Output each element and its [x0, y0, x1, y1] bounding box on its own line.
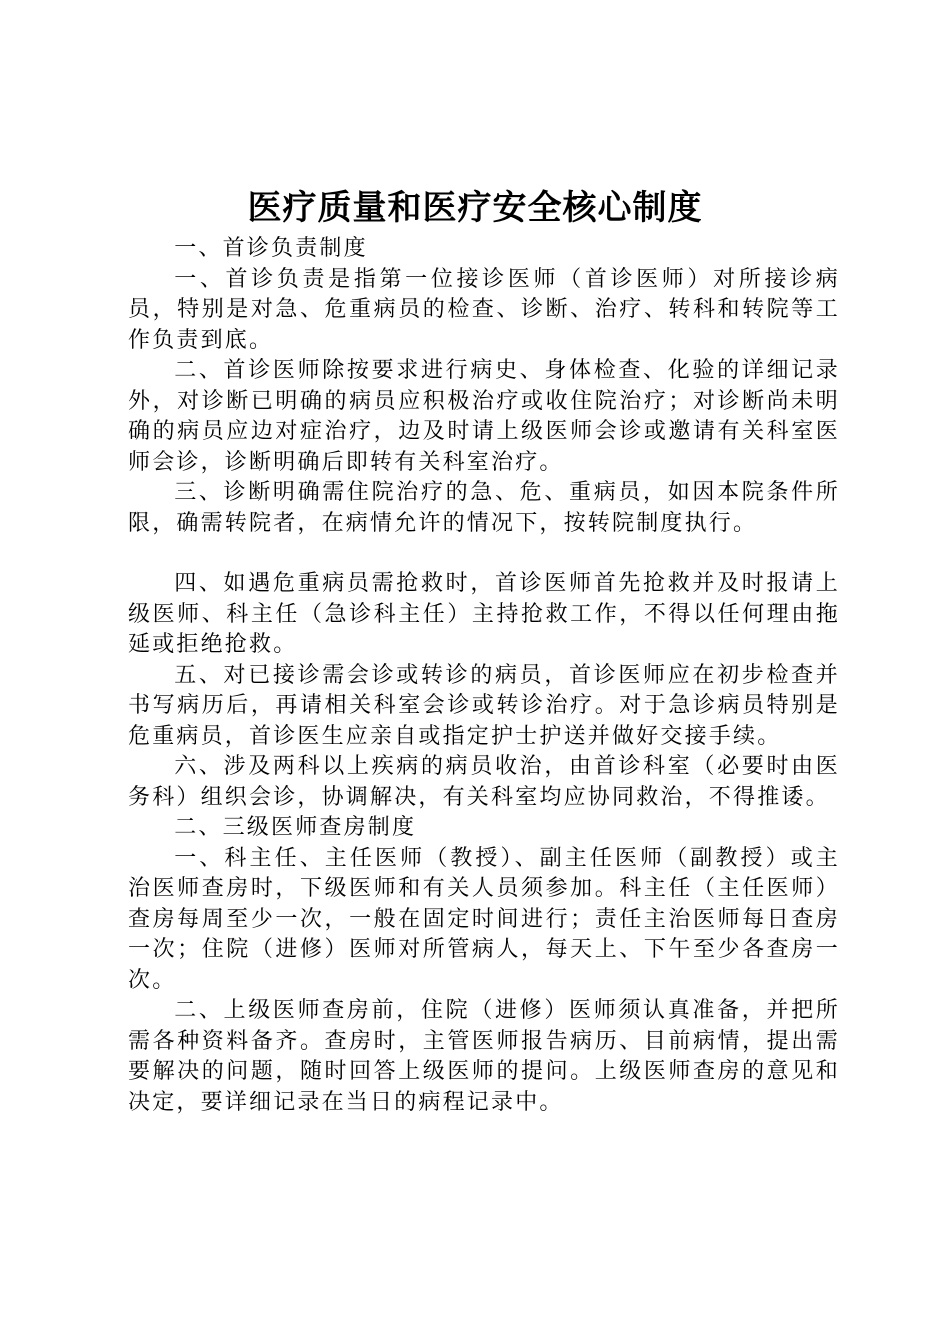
paragraph-spacer [128, 539, 840, 569]
document-body [128, 234, 840, 1118]
paragraph: 五、对已接诊需会诊或转诊的病员，首诊医师应在初步检查并书写病历后，再请相关科室会诊或转诊治疗。对于急诊病员特别是危重病员，首诊医生应亲自或指定护士护送并做好交接手续。 [128, 662, 840, 749]
paragraph: 六、涉及两科以上疾病的病员收治，由首诊科室（必要时由医务科）组织会诊，协调解决，有关科室均应协同救治，不得推诿。 [128, 754, 840, 810]
paragraph: 一、科主任、主任医师（教授）、副主任医师（副教授）或主治医师查房时，下级医师和有关人员须参加。科主任（主任医师）查房每周至少一次，一般在固定时间进行；责任主治医师每日查房一次；住院（进修）医师对所管病人，每天上、下午至少各查房一次。 [128, 845, 840, 993]
paragraph: 一、首诊负责是指第一位接诊医师（首诊医师）对所接诊病员，特别是对急、危重病员的检查、诊断、治疗、转科和转院等工作负责到底。 [128, 266, 840, 353]
paragraph: 四、如遇危重病员需抢救时，首诊医师首先抢救并及时报请上级医师、科主任（急诊科主任）主持抢救工作，不得以任何理由拖延或拒绝抢救。 [128, 571, 840, 657]
paragraph: 二、上级医师查房前，住院（进修）医师须认真准备，并把所需各种资料备齐。查房时，主管医师报告病历、目前病情，提出需要解决的问题，随时回答上级医师的提问。上级医师查房的意见和决定，要详细记录在当日的病程记录中。 [128, 998, 840, 1115]
section-heading-first-visit: 一、首诊负责制度 [174, 236, 368, 261]
section-heading-ward-rounds: 二、三级医师查房制度 [174, 815, 417, 840]
document-title: 医疗质量和医疗安全核心制度 [247, 188, 703, 228]
paragraph: 二、首诊医师除按要求进行病史、身体检查、化验的详细记录外，对诊断已明确的病员应积极治疗或收住院治疗；对诊断尚未明确的病员应边对症治疗，边及时请上级医师会诊或邀请有关科室医师会诊，诊断明确后即转有关科室治疗。 [128, 358, 840, 475]
paragraph: 三、诊断明确需住院治疗的急、危、重病员，如因本院条件所限，确需转院者，在病情允许的情况下，按转院制度执行。 [128, 480, 840, 536]
